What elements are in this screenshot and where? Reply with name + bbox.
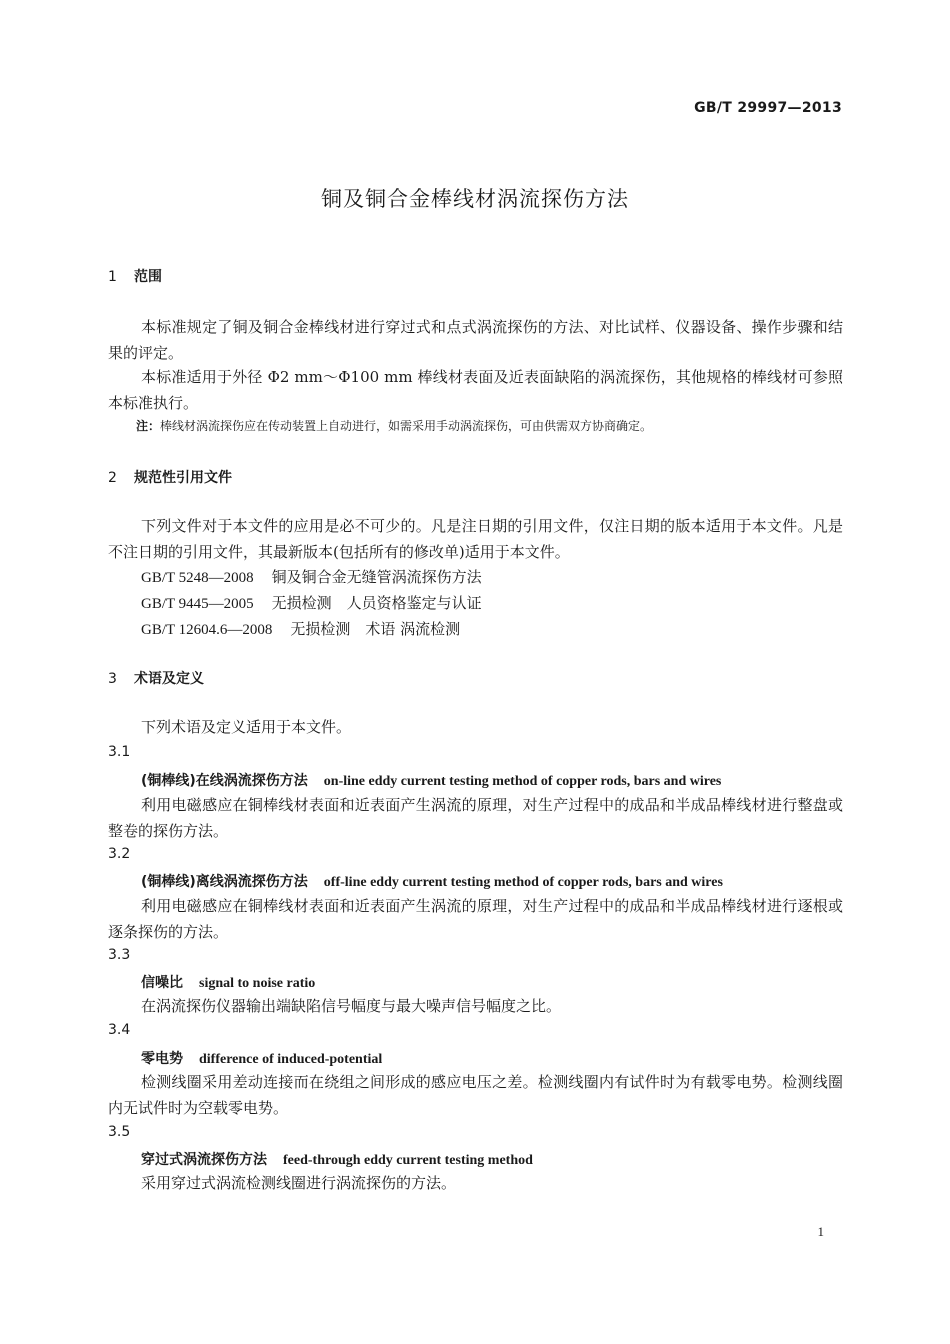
term-chinese: (铜棒线)离线涡流探伤方法	[141, 874, 308, 890]
note-text: 棒线材涡流探伤应在传动装置上自动进行，如需采用手动涡流探伤，可由供需双方协商确定。	[160, 419, 653, 433]
term-english: on-line eddy current testing method of copper rods, bars and wires	[323, 774, 722, 789]
standard-code: GB/T 29997—2013	[694, 100, 842, 116]
section-2-heading	[108, 467, 232, 487]
term-definition: 在涡流探伤仪器输出端缺陷信号幅度与最大噪声信号幅度之比。	[141, 997, 562, 1015]
term-english: off-line eddy current testing method of copper rods, bars and wires	[323, 875, 723, 890]
section-number: 3	[108, 671, 117, 687]
term-chinese: 信噪比	[141, 975, 183, 991]
section-title: 范围	[134, 269, 162, 285]
term-definition: 检测线圈采用差动连接而在绕组之间形成的感应电压之差。检测线圈内有试件时为有载零电势。检测线圈内无试件时为空载零电势。	[108, 1073, 843, 1117]
term-definition: 利用电磁感应在铜棒线材表面和近表面产生涡流的原理，对生产过程中的成品和半成品棒线材进行整盘或整卷的探伤方法。	[108, 796, 843, 840]
reference-code: GB/T 5248—2008	[141, 570, 254, 586]
section-title: 规范性引用文件	[134, 470, 232, 486]
normative-reference	[141, 592, 482, 613]
term-chinese: 穿过式涡流探伤方法	[141, 1152, 267, 1168]
section-3-intro: 下列术语及定义适用于本文件。	[141, 718, 352, 736]
clause-number: 3.3	[108, 947, 131, 963]
term-entry	[141, 1149, 533, 1169]
term-definition: 利用电磁感应在铜棒线材表面和近表面产生涡流的原理，对生产过程中的成品和半成品棒线材进行逐根或逐条探伤的方法。	[108, 897, 843, 941]
section-3-heading	[108, 668, 204, 688]
section-title: 术语及定义	[134, 671, 204, 687]
term-english: difference of induced-potential	[199, 1052, 383, 1067]
normative-reference	[141, 618, 460, 639]
page-number: 1	[817, 1224, 824, 1239]
term-entry	[141, 871, 723, 891]
section-1-note	[136, 417, 652, 434]
document-title: 铜及铜合金棒线材涡流探伤方法	[321, 187, 629, 211]
reference-title: 铜及铜合金无缝管涡流探伤方法	[271, 568, 482, 586]
section-1-para-1: 本标准规定了铜及铜合金棒线材进行穿过式和点式涡流探伤的方法、对比试样、仪器设备、操作步骤和结果的评定。	[108, 318, 843, 362]
term-definition: 采用穿过式涡流检测线圈进行涡流探伤的方法。	[141, 1174, 457, 1192]
term-entry	[141, 972, 315, 992]
note-label: 注：	[136, 419, 161, 433]
reference-title: 无损检测 人员资格鉴定与认证	[271, 594, 482, 612]
term-entry	[141, 1048, 382, 1068]
reference-code: GB/T 12604.6—2008	[141, 622, 273, 638]
term-chinese: 零电势	[141, 1051, 183, 1067]
clause-number: 3.5	[108, 1124, 131, 1140]
term-english: signal to noise ratio	[199, 976, 316, 991]
reference-code: GB/T 9445—2005	[141, 596, 254, 612]
section-1-para-2: 本标准适用于外径 Φ2 mm～Φ100 mm 棒线材表面及近表面缺陷的涡流探伤，其他规格的棒线材可参照本标准执行。	[108, 368, 843, 412]
section-2-para-1: 下列文件对于本文件的应用是必不可少的。凡是注日期的引用文件，仅注日期的版本适用于本文件。凡是不注日期的引用文件，其最新版本(包括所有的修改单)适用于本文件。	[108, 517, 843, 561]
section-number: 1	[108, 269, 117, 285]
section-number: 2	[108, 470, 117, 486]
normative-reference	[141, 566, 482, 587]
section-1-heading	[108, 266, 162, 286]
term-entry	[141, 770, 721, 790]
term-english: feed-through eddy current testing method	[283, 1153, 533, 1168]
clause-number: 3.2	[108, 846, 131, 862]
clause-number: 3.4	[108, 1022, 131, 1038]
clause-number: 3.1	[108, 744, 131, 760]
term-chinese: (铜棒线)在线涡流探伤方法	[141, 773, 308, 789]
reference-title: 无损检测 术语 涡流检测	[290, 620, 461, 638]
